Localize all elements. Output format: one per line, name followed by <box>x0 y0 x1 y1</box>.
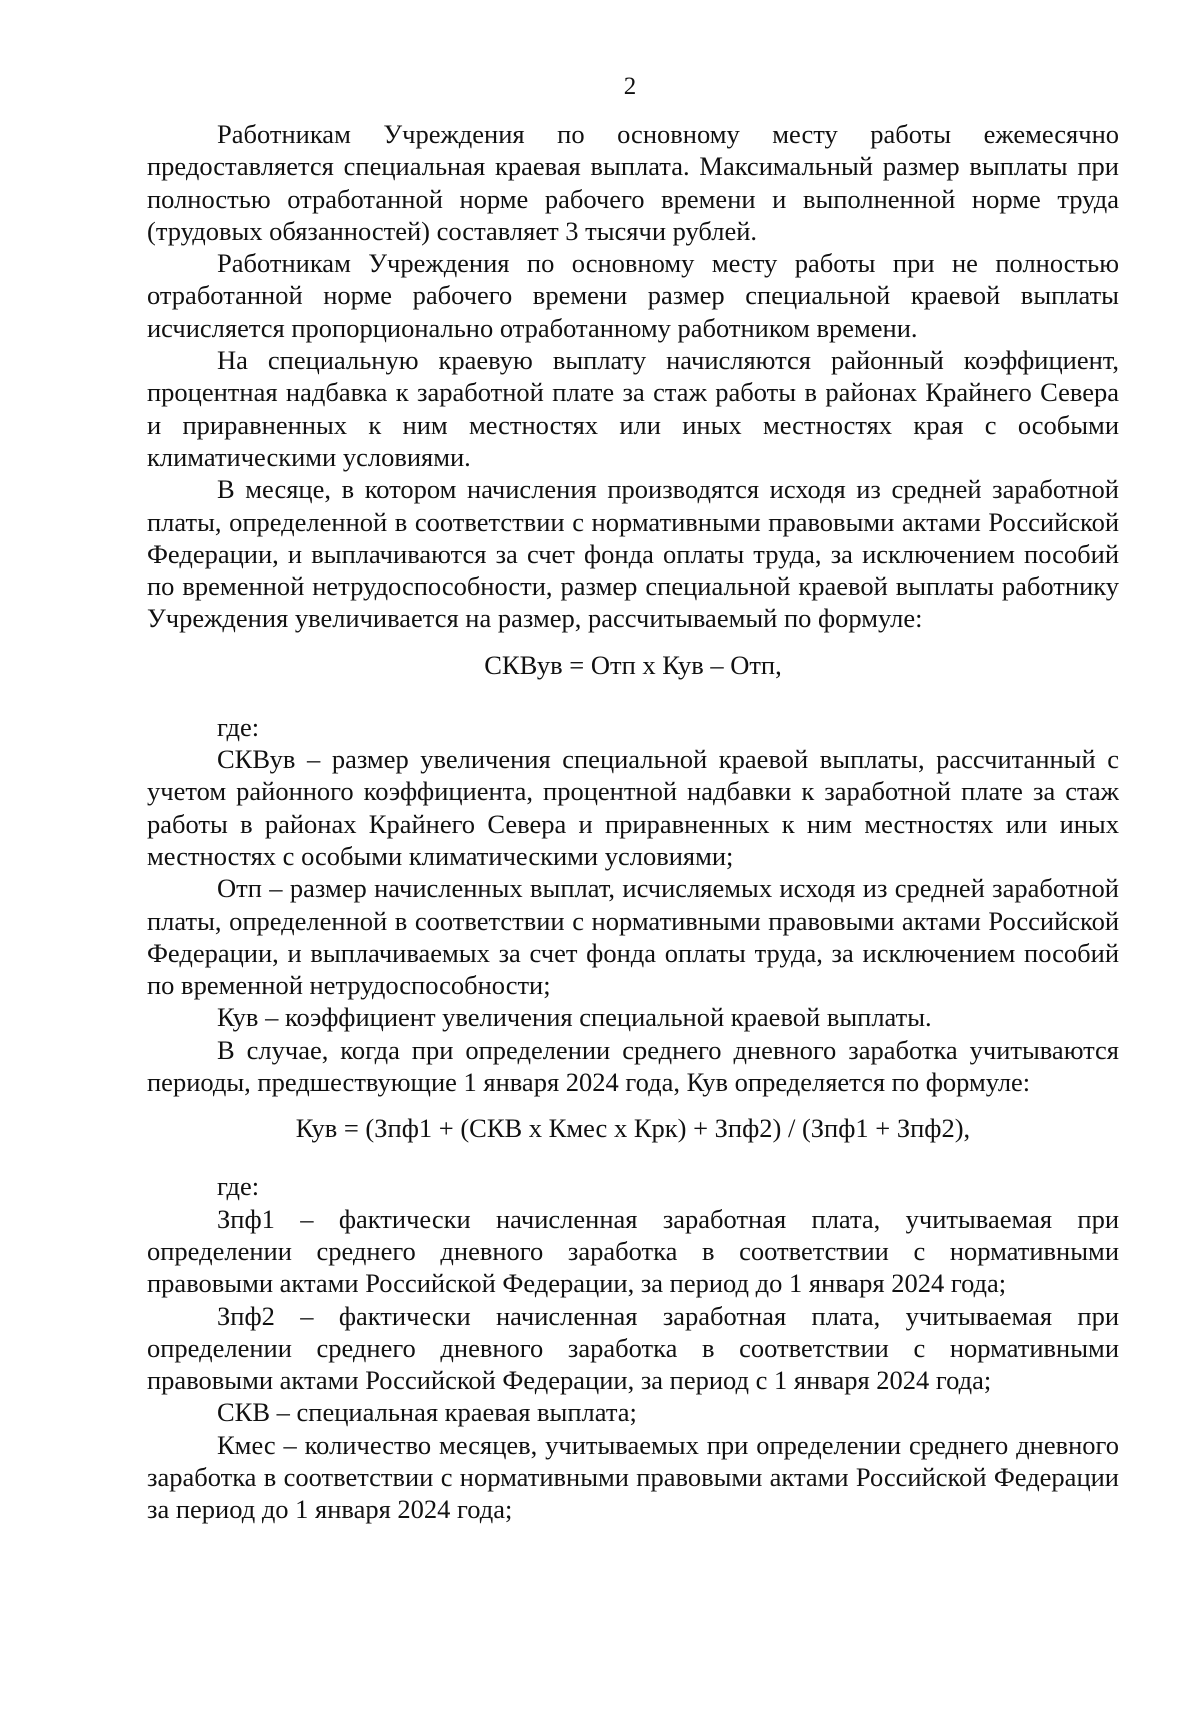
definition-skvuv: СКВув – размер увеличения специальной краевой выплаты, рассчитанный с учетом районного коэффициента, процентной надбавки к заработной плате за стаж работы в районах Крайнего Севера и приравненных к ним местностях или иных местностях с особыми климатическими условиями; <box>147 744 1119 871</box>
document-body <box>147 118 1119 1526</box>
paragraph-partial-hours: Работникам Учреждения по основному месту работы при не полностью отработанной норме рабочего времени размер специальной краевой выплаты исчисляется пропорционально отработанному работником времени. <box>147 248 1119 343</box>
formula-kuv: Кув = (Зпф1 + (СКВ х Кмес х Крк) + Зпф2) / (Зпф1 + Зпф2), <box>295 1113 971 1144</box>
paragraph-regional-coefficient: На специальную краевую выплату начисляются районный коэффициент, процентная надбавка к заработной плате за стаж работы в районах Крайнего Севера и приравненных к ним местностях или иных местностях края с особыми климатическими условиями. <box>147 345 1119 472</box>
where-label: где: <box>217 1171 260 1202</box>
definition-zpf1: Зпф1 – фактически начисленная заработная плата, учитываемая при определении среднего дневного заработка в соответствии с нормативными правовыми актами Российской Федерации, за период до 1 января 2024 года; <box>147 1203 1119 1299</box>
definition-zpf2: Зпф2 – фактически начисленная заработная плата, учитываемая при определении среднего дневного заработка в соответствии с нормативными правовыми актами Российской Федерации, за период с 1 января 2024 года; <box>147 1300 1119 1396</box>
formula-skv-increase: СКВув = Отп х Кув – Отп, <box>484 649 782 680</box>
paragraph-increase-rule: В месяце, в котором начисления производятся исходя из средней заработной платы, определенной в соответствии с нормативными правовыми актами Российской Федерации, и выплачиваются за счет фонда оплаты труда, за исключением пособий по временной нетрудоспособности, размер специальной краевой выплаты работнику Учреждения увеличивается на размер, рассчитываемый по формуле: <box>147 474 1119 634</box>
paragraph-monthly-payment: Работникам Учреждения по основному месту работы ежемесячно предоставляется специальная краевая выплата. Максимальный размер выплаты при полностью отработанной норме рабочего времени и выполненной норме труда (трудовых обязанностей) составляет 3 тысячи рублей. <box>147 119 1119 246</box>
page-number: 2 <box>623 73 637 100</box>
definition-skv: СКВ – специальная краевая выплата; <box>217 1397 637 1428</box>
definition-otp: Отп – размер начисленных выплат, исчисляемых исходя из средней заработной платы, определенной в соответствии с нормативными правовыми актами Российской Федерации, и выплачиваемых за счет фонда оплаты труда, за исключением пособий по временной нетрудоспособности; <box>147 873 1119 1001</box>
definition-kmes: Кмес – количество месяцев, учитываемых при определении среднего дневного заработка в соответствии с нормативными правовыми актами Российской Федерации за период до 1 января 2024 года; <box>147 1429 1119 1525</box>
where-label: где: <box>217 711 260 742</box>
definition-kuv: Кув – коэффициент увеличения специальной краевой выплаты. <box>217 1002 932 1033</box>
paragraph-kuv-rule: В случае, когда при определении среднего дневного заработка учитываются периоды, предшествующие 1 января 2024 года, Кув определяется по формуле: <box>147 1034 1119 1098</box>
